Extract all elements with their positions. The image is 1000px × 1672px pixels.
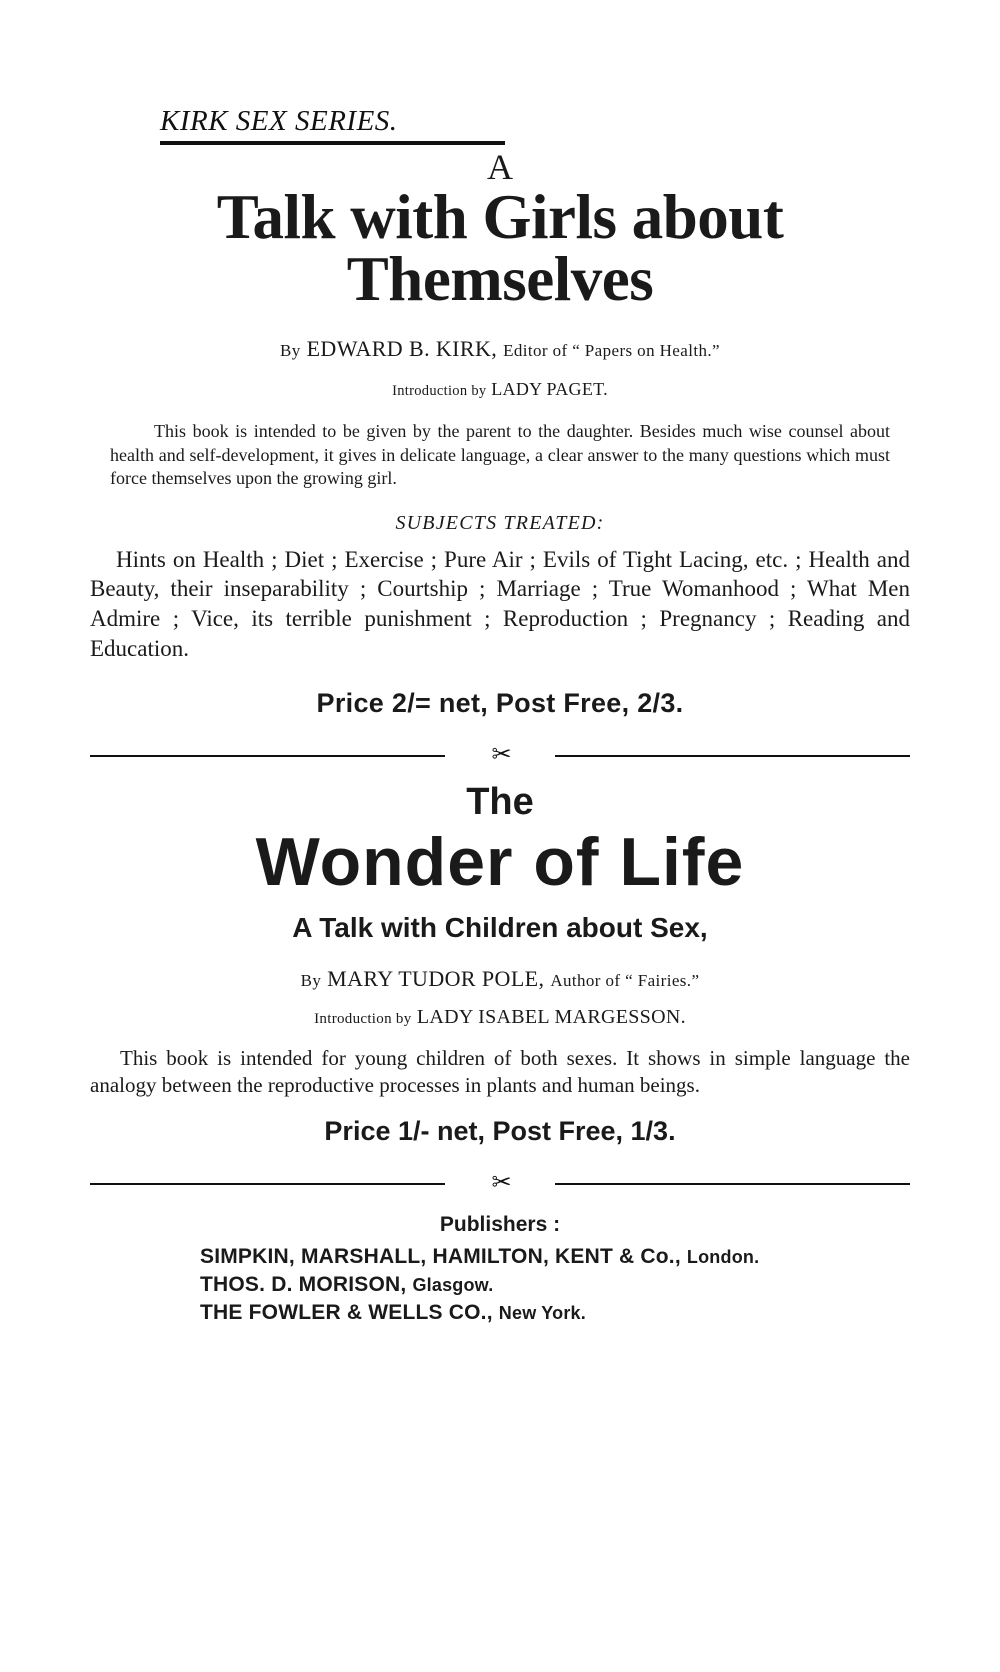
divider-rule-left-2 <box>90 1183 445 1185</box>
book2-blurb: This book is intended for young children of both sexes. It shows in simple language the analogy between the reproductive processes in plants and human beings. <box>90 1046 910 1098</box>
book1-byline-prefix: By <box>280 341 301 361</box>
book2-introduction-name: LADY ISABEL MARGESSON. <box>416 1006 686 1029</box>
book1-subjects-list: Hints on Health ; Diet ; Exercise ; Pure Air ; Evils of Tight Lacing, etc. ; Health and Beauty, their inseparability ; Courtship ; Marriage ; True Womanhood ; What Men Admire ; Vice, its terrible punishment ; Reproduction ; Pregnancy ; Reading and Education. <box>90 546 910 662</box>
book1-byline-author: EDWARD B. KIRK, <box>306 336 498 362</box>
book1-introduction <box>80 379 920 400</box>
publisher-name: THOS. D. MORISON, <box>200 1272 407 1296</box>
publisher-city: New York. <box>498 1302 586 1323</box>
book1-introduction-prefix: Introduction by <box>392 383 487 400</box>
section-divider-1 <box>90 741 910 771</box>
publishers-list <box>200 1243 920 1327</box>
publisher-city: Glasgow. <box>412 1274 494 1295</box>
ornament-icon: ✂ <box>491 742 509 769</box>
advertisement-page <box>0 105 1000 1672</box>
publishers-heading: Publishers : <box>439 1212 561 1236</box>
publisher-line <box>200 1299 920 1327</box>
book2-subtitle: A Talk with Children about Sex, <box>292 912 708 944</box>
publisher-line <box>200 1271 920 1299</box>
book2-byline-author: MARY TUDOR POLE, <box>327 966 545 992</box>
publisher-name: THE FOWLER & WELLS CO., <box>200 1300 493 1324</box>
book1-title-line2: Themselves <box>346 243 654 314</box>
divider-rule-right-2 <box>555 1183 910 1185</box>
book2-price: Price 1/- net, Post Free, 1/3. <box>324 1115 676 1146</box>
ornament-icon-2: ✂ <box>491 1169 509 1196</box>
book2-title: Wonder of Life <box>255 824 745 901</box>
book2-introduction <box>80 1006 920 1029</box>
publisher-line <box>200 1243 920 1271</box>
book1-introduction-name: LADY PAGET. <box>491 379 608 400</box>
book2-byline-prefix: By <box>300 971 322 991</box>
book1-byline-role: Editor of “ Papers on Health.” <box>503 341 720 361</box>
book2-byline-role: Author of “ Fairies.” <box>550 971 700 991</box>
book-entry-1 <box>80 149 920 719</box>
book1-byline <box>80 336 920 362</box>
book1-price: Price 2/= net, Post Free, 2/3. <box>316 688 684 719</box>
divider-rule-right <box>555 755 910 757</box>
book1-title <box>80 182 920 314</box>
series-heading <box>80 105 920 145</box>
book1-title-line1: Talk with Girls about <box>216 182 784 252</box>
book1-article: A <box>487 147 513 187</box>
series-underline <box>160 141 505 145</box>
book2-article: The <box>466 781 534 824</box>
book2-byline <box>80 966 920 992</box>
series-title: KIRK SEX SERIES. <box>160 105 398 137</box>
publisher-name: SIMPKIN, MARSHALL, HAMILTON, KENT & Co., <box>200 1244 681 1268</box>
book1-blurb: This book is intended to be given by the parent to the daughter. Besides much wise counsel about health and self-development, it gives in delicate language, a clear answer to the many questions which must force themselves upon the growing girl. <box>110 421 890 488</box>
book2-introduction-prefix: Introduction by <box>314 1011 412 1028</box>
divider-rule-left <box>90 755 445 757</box>
publishers-block <box>80 1213 920 1327</box>
book-entry-2 <box>80 781 920 1147</box>
publisher-city: London. <box>686 1246 760 1267</box>
section-divider-2 <box>90 1169 910 1199</box>
book1-subjects-heading: SUBJECTS TREATED: <box>395 511 605 534</box>
